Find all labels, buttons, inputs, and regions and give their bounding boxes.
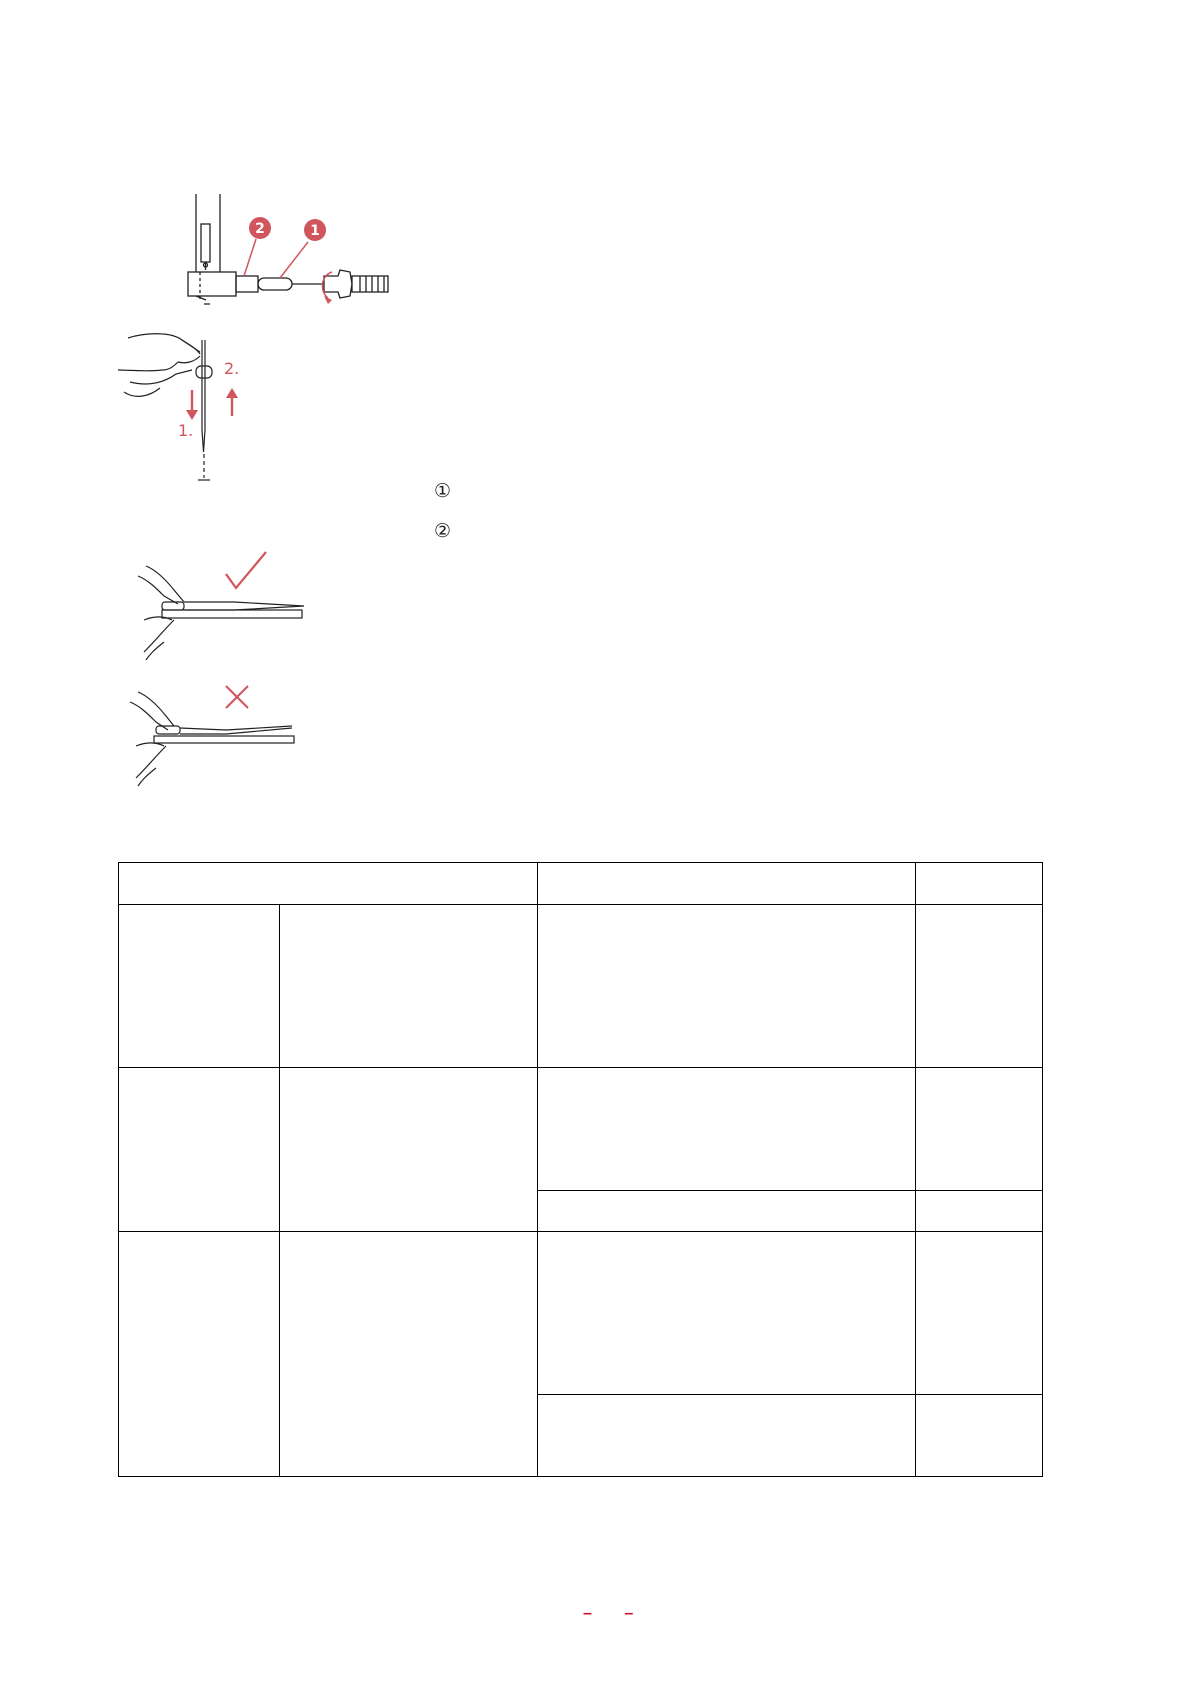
marker-item-2: ②	[434, 520, 452, 542]
needle-insert-figure	[116, 330, 256, 490]
table-cell	[280, 1232, 538, 1477]
step-1-label: 1.	[178, 421, 194, 440]
table-cell	[538, 1191, 916, 1232]
table-cell	[916, 1068, 1043, 1191]
cross-icon	[226, 686, 248, 708]
table-row	[119, 1232, 1043, 1395]
table-cell	[538, 1395, 916, 1477]
table-header-cell	[538, 863, 916, 905]
table-cell	[538, 905, 916, 1068]
table-cell	[916, 1191, 1043, 1232]
table-cell	[916, 1232, 1043, 1395]
table-cell	[119, 1068, 280, 1232]
check-icon	[226, 552, 266, 588]
table-row	[119, 905, 1043, 1068]
needle-thread-table	[118, 862, 1043, 1477]
table-header-cell	[119, 863, 538, 905]
table-header-row	[119, 863, 1043, 905]
table-cell	[280, 905, 538, 1068]
callout-1-label: 1	[310, 223, 320, 239]
marker-item-1: ①	[434, 480, 452, 502]
callout-2-label: 2	[255, 221, 265, 237]
table-row	[119, 1068, 1043, 1191]
needle-check-correct-figure	[134, 550, 314, 660]
table-cell	[538, 1232, 916, 1395]
table-cell	[538, 1068, 916, 1191]
page-footer-marks: – –	[583, 1605, 648, 1622]
table-header-cell	[916, 863, 1043, 905]
table-cell	[119, 905, 280, 1068]
table-cell	[280, 1068, 538, 1232]
needle-check-wrong-figure	[126, 680, 306, 790]
needle-clamp-figure	[176, 192, 396, 312]
table-cell	[119, 1232, 280, 1477]
table-cell	[916, 905, 1043, 1068]
step-2-label: 2.	[224, 359, 240, 378]
table-cell	[916, 1395, 1043, 1477]
